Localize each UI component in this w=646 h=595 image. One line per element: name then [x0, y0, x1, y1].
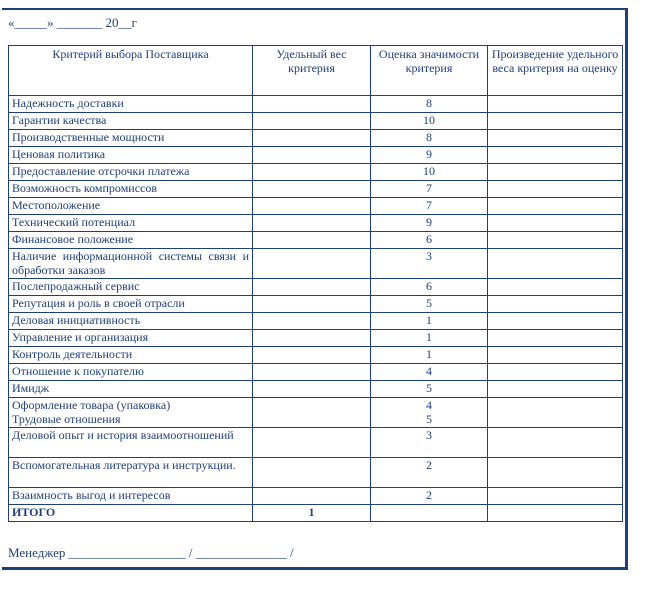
table-row	[9, 330, 623, 347]
score-cell: 7	[371, 198, 488, 215]
supplier-criteria-table-container	[8, 45, 622, 522]
table-row	[9, 381, 623, 398]
score-cell: 10	[371, 113, 488, 130]
criterion-cell: Управление и организация	[9, 330, 253, 347]
product-cell[interactable]	[488, 313, 623, 330]
total-score-cell[interactable]	[371, 505, 488, 522]
product-cell[interactable]	[488, 113, 623, 130]
table-row	[9, 113, 623, 130]
total-product-cell[interactable]	[488, 505, 623, 522]
score-cell: 2	[371, 488, 488, 505]
table-row	[9, 313, 623, 330]
criterion-cell: Отношение к покупателю	[9, 364, 253, 381]
weight-cell[interactable]	[253, 215, 371, 232]
criterion-cell: Репутация и роль в своей отрасли	[9, 296, 253, 313]
product-cell[interactable]	[488, 279, 623, 296]
weight-cell[interactable]	[253, 181, 371, 198]
table-row	[9, 364, 623, 381]
table-row	[9, 96, 623, 113]
criterion-cell: Местоположение	[9, 198, 253, 215]
total-label: ИТОГО	[9, 505, 253, 522]
product-cell[interactable]	[488, 488, 623, 505]
score-cell: 1	[371, 330, 488, 347]
table-row	[9, 249, 623, 279]
score-cell: 9	[371, 215, 488, 232]
product-cell[interactable]	[488, 428, 623, 458]
score-cell: 6	[371, 279, 488, 296]
table-header-row	[9, 46, 623, 96]
weight-cell[interactable]	[253, 458, 371, 488]
criterion-cell: Ценовая политика	[9, 147, 253, 164]
table-row	[9, 347, 623, 364]
header-weight: Удельный вес критерия	[253, 46, 371, 96]
product-cell[interactable]	[488, 198, 623, 215]
product-cell[interactable]	[488, 381, 623, 398]
product-cell[interactable]	[488, 130, 623, 147]
manager-signature-line[interactable]: Менеджер __________________ / ______________ /	[8, 545, 294, 560]
product-cell[interactable]	[488, 147, 623, 164]
weight-cell[interactable]	[253, 164, 371, 181]
criterion-cell: Вспомогательная литература и инструкции.	[9, 458, 253, 488]
weight-cell[interactable]	[253, 232, 371, 249]
header-product: Произведение удельного веса критерия на оценку	[488, 46, 623, 96]
product-cell[interactable]	[488, 296, 623, 313]
criterion-cell: Наличие информационной системы связи и обработки заказов	[9, 249, 253, 279]
criterion-cell: Технический потенциал	[9, 215, 253, 232]
product-cell[interactable]	[488, 398, 623, 428]
weight-cell[interactable]	[253, 130, 371, 147]
score-cell: 1	[371, 347, 488, 364]
criterion-cell: Производственные мощности	[9, 130, 253, 147]
table-row	[9, 398, 623, 428]
score-cell: 9	[371, 147, 488, 164]
criterion-cell: Взаимность выгод и интересов	[9, 488, 253, 505]
product-cell[interactable]	[488, 347, 623, 364]
product-cell[interactable]	[488, 215, 623, 232]
weight-cell[interactable]	[253, 364, 371, 381]
score-cell: 3	[371, 249, 488, 279]
score-cell: 5	[371, 296, 488, 313]
weight-cell[interactable]	[253, 147, 371, 164]
total-weight: 1	[253, 505, 371, 522]
criterion-cell: Возможность компромиссов	[9, 181, 253, 198]
score-cell: 4 5	[371, 398, 488, 428]
score-cell: 2	[371, 458, 488, 488]
table-row	[9, 232, 623, 249]
table-row	[9, 279, 623, 296]
weight-cell[interactable]	[253, 198, 371, 215]
criterion-cell: Имидж	[9, 381, 253, 398]
score-cell: 10	[371, 164, 488, 181]
score-cell: 5	[371, 381, 488, 398]
criterion-cell: Надежность доставки	[9, 96, 253, 113]
table-row	[9, 458, 623, 488]
product-cell[interactable]	[488, 96, 623, 113]
table-row	[9, 215, 623, 232]
table-row	[9, 488, 623, 505]
score-cell: 8	[371, 130, 488, 147]
weight-cell[interactable]	[253, 249, 371, 279]
table-row	[9, 147, 623, 164]
product-cell[interactable]	[488, 181, 623, 198]
score-cell: 6	[371, 232, 488, 249]
table-row	[9, 164, 623, 181]
criterion-cell: Деловая инициативность	[9, 313, 253, 330]
table-row	[9, 296, 623, 313]
header-score: Оценка значимости критерия	[371, 46, 488, 96]
criterion-cell: Деловой опыт и история взаимоотношений	[9, 428, 253, 458]
score-cell: 3	[371, 428, 488, 458]
weight-cell[interactable]	[253, 381, 371, 398]
product-cell[interactable]	[488, 364, 623, 381]
product-cell[interactable]	[488, 330, 623, 347]
weight-cell[interactable]	[253, 96, 371, 113]
supplier-criteria-table	[8, 45, 623, 522]
weight-cell[interactable]	[253, 398, 371, 428]
table-row	[9, 181, 623, 198]
weight-cell[interactable]	[253, 428, 371, 458]
criterion-cell: Оформление товара (упаковка) Трудовые отношения	[9, 398, 253, 428]
weight-cell[interactable]	[253, 488, 371, 505]
header-criterion: Критерий выбора Поставщика	[9, 46, 253, 96]
total-row	[9, 505, 623, 522]
weight-cell[interactable]	[253, 313, 371, 330]
score-cell: 8	[371, 96, 488, 113]
product-cell[interactable]	[488, 164, 623, 181]
weight-cell[interactable]	[253, 330, 371, 347]
weight-cell[interactable]	[253, 296, 371, 313]
criterion-cell: Контроль деятельности	[9, 347, 253, 364]
criterion-cell: Послепродажный сервис	[9, 279, 253, 296]
table-row	[9, 130, 623, 147]
score-cell: 4	[371, 364, 488, 381]
criterion-cell: Предоставление отсрочки платежа	[9, 164, 253, 181]
date-line[interactable]: «_____» _______ 20__г	[8, 15, 137, 30]
weight-cell[interactable]	[253, 347, 371, 364]
table-row	[9, 198, 623, 215]
product-cell[interactable]	[488, 232, 623, 249]
score-cell: 7	[371, 181, 488, 198]
table-row	[9, 428, 623, 458]
weight-cell[interactable]	[253, 113, 371, 130]
product-cell[interactable]	[488, 249, 623, 279]
criterion-cell: Гарантии качества	[9, 113, 253, 130]
product-cell[interactable]	[488, 458, 623, 488]
weight-cell[interactable]	[253, 279, 371, 296]
criterion-cell: Финансовое положение	[9, 232, 253, 249]
score-cell: 1	[371, 313, 488, 330]
